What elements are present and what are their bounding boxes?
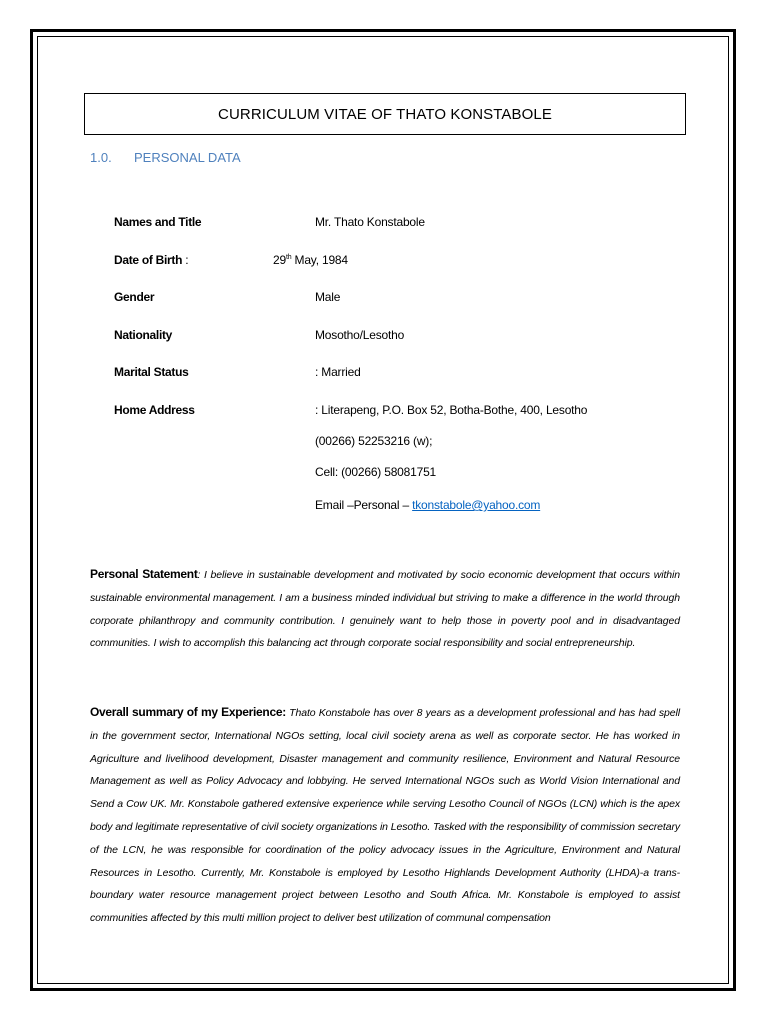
dob-suffix: th	[285, 254, 292, 261]
nationality-value: Mosotho/Lesotho	[315, 328, 405, 342]
section-title: PERSONAL DATA	[134, 150, 241, 165]
experience-summary-text: Thato Konstabole has over 8 years as a development professional and has had spell in the government sector, International NGOs setting, local civil society arena as well as corporate sector. He has worked in Agriculture and livelihood development, Disaster management and community resilience, Environment and Natural Resource Management as well as Policy Advocacy and lobbying. He served International NGOs such as World Vision International and Send a Cow UK. Mr. Konstabole gathered extensive experience while serving Lesotho Council of NGOs (LCN) which is the apex body and legitimate representative of civil society organizations in Lesotho. Tasked with the responsibility of commission secretary of the LCN, he was responsible for coordination of the policy advocacy issues in the Agriculture, Environment and Natural Resources in Lesotho. Currently, Mr. Konstabole is employed by Lesotho Highlands Development Authority (LHDA)-a trans-boundary water resource management project between Lesotho and South Africa. Mr. Konstabole is employed to assist communities affected by this multi million project to deliver best utilization of communal compensation	[90, 707, 680, 925]
names-value: Mr. Thato Konstabole	[315, 215, 425, 229]
address-label: Home Address	[114, 403, 195, 417]
email-prefix: Email –Personal –	[315, 498, 413, 512]
marital-label: Marital Status	[114, 365, 189, 379]
email-row	[315, 498, 540, 512]
nationality-label: Nationality	[114, 328, 173, 342]
address-value: : Literapeng, P.O. Box 52, Botha-Bothe, 400, Lesotho	[315, 403, 588, 417]
gender-value: Male	[315, 290, 341, 304]
dob-rest: May, 1984	[291, 253, 348, 267]
dob-separator: :	[182, 253, 189, 267]
gender-label: Gender	[114, 290, 155, 304]
section-number: 1.0.	[90, 150, 112, 165]
personal-statement-lead: Personal Statement	[90, 567, 198, 581]
cv-title-box	[84, 93, 686, 135]
experience-summary-paragraph	[90, 701, 680, 930]
dob-day: 29	[273, 253, 286, 267]
email-link[interactable]: tkonstabole@yahoo.com	[412, 498, 541, 512]
personal-statement-text: : I believe in sustainable development and motivated by socio economic development that occurs within sustainable environmental management. I am a business minded individual but striving to make a difference in the world through corporate philanthropy and community contribution. I genuinely want to help those in poverty pool and in disadvantaged communities. I wish to accomplish this balancing act through corporate social responsibility and social entrepreneurship.	[90, 569, 680, 650]
phone-work: (00266) 52253216 (w);	[315, 434, 433, 448]
cv-title: CURRICULUM VITAE OF THATO KONSTABOLE	[218, 105, 552, 123]
dob-label-row	[114, 253, 188, 267]
dob-label: Date of Birth	[114, 253, 183, 267]
section-heading-personal-data	[90, 150, 241, 165]
personal-statement-paragraph	[90, 563, 680, 655]
marital-value: : Married	[315, 365, 361, 379]
experience-summary-lead: Overall summary of my Experience:	[90, 705, 286, 719]
phone-cell: Cell: (00266) 58081751	[315, 465, 437, 479]
names-label: Names and Title	[114, 215, 202, 229]
dob-value	[273, 253, 348, 267]
